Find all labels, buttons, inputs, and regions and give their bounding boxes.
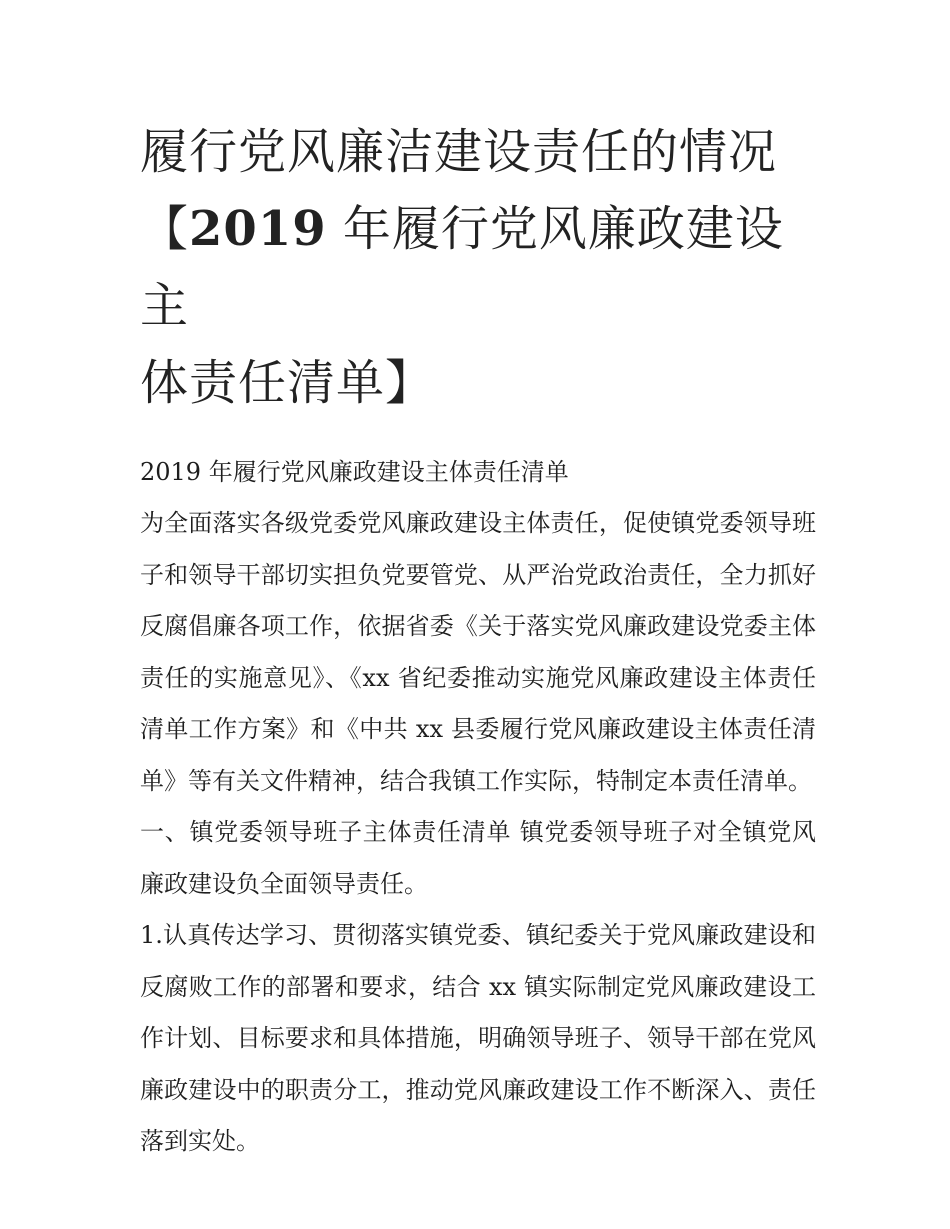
title-line-1: 履行党风廉洁建设责任的情况 — [140, 124, 778, 180]
document-subtitle: 2019 年履行党风廉政建设主体责任清单 — [140, 458, 569, 486]
title-bracket-open: 【 — [140, 201, 190, 257]
title-line-3: 体责任清单】 — [140, 355, 435, 411]
title-year: 2019 — [189, 201, 327, 257]
paragraph-section-one: 一、镇党委领导班子主体责任清单 镇党委领导班子对全镇党风廉政建设负全面领导责任。 — [140, 818, 816, 898]
paragraph-item-one: 1.认真传达学习、贯彻落实镇党委、镇纪委关于党风廉政建设和反腐败工作的部署和要求，结合 xx 镇实际制定党风廉政建设工作计划、目标要求和具体措施，明确领导班子、领导干部在党风廉政建设中的职责分工，推动党风廉政建设工作不断深入、责任落到实处。 — [140, 921, 816, 1155]
paragraph-intro: 为全面落实各级党委党风廉政建设主体责任，促使镇党委领导班子和领导干部切实担负党要管党、从严治党政治责任，全力抓好反腐倡廉各项工作，依据省委《关于落实党风廉政建设党委主体责任的实施意见》、《xx 省纪委推动实施党风廉政建设主体责任清单工作方案》和《中共 xx 县委履行党风廉政建设主体责任清单》等有关文件精神，结合我镇工作实际，特制定本责任清单。 — [140, 509, 816, 795]
document-title — [140, 114, 816, 422]
title-line-2-rest: 年履行党风廉政建设主 — [140, 201, 784, 334]
document-page — [140, 114, 816, 1168]
